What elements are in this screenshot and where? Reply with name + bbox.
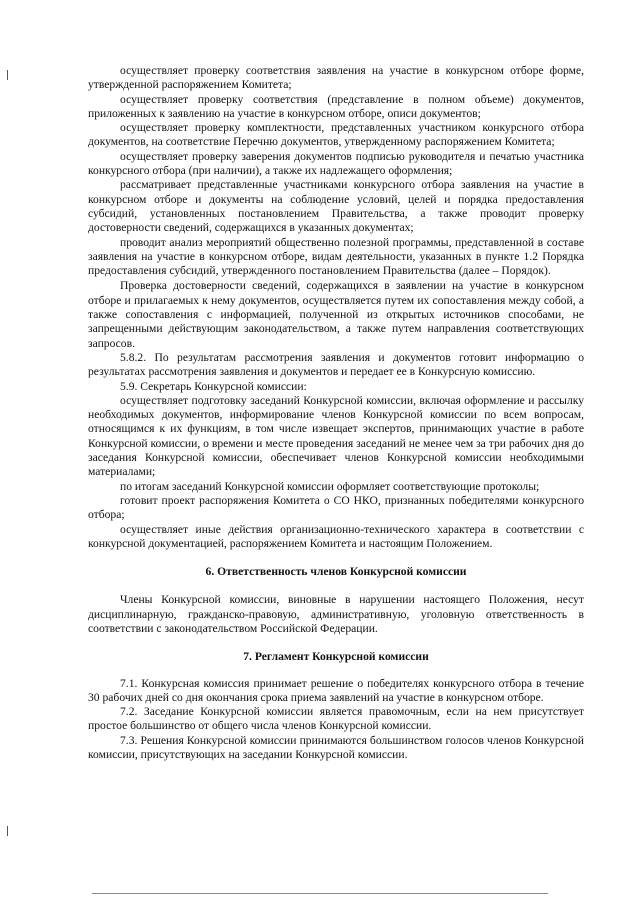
paragraph-5-9: 5.9. Секретарь Конкурсной комиссии: — [120, 379, 307, 393]
paragraph-review-applications: рассматривает представленные участниками конкурсного отбора заявления на участие в конкурсном отборе и документы на соблюдение условий, целей и порядка предоставления субсидий, установленных постановлением Правительства, а также проводит проверку достоверности сведений, содержащихся в указанных документах; — [88, 178, 584, 235]
paragraph-verification: Проверка достоверности сведений, содержащихся в заявлении на участие в конкурсном отборе и прилагаемых к нему документов, осуществляется путем их сопоставления между собой, а также сопоставления с информацией, полученной из открытых источников способами, не запрещенными действующим законодательством, а также путем направления соответствующих запросов. — [88, 279, 584, 350]
paragraph-draft-order: готовит проект распоряжения Комитета о СО НКО, признанных победителями конкурсного отбора; — [88, 493, 584, 522]
section-6-heading: 6. Ответственность членов Конкурсной комиссии — [205, 565, 467, 579]
page-bottom-rule — [92, 893, 548, 894]
scan-mark-top — [7, 70, 8, 80]
scan-mark-bottom — [7, 826, 8, 836]
paragraph-completeness-check: осуществляет проверку комплектности, представленных участником конкурсного отбора документов, на соответствие Перечню документов, утвержденному распоряжением Комитета; — [88, 121, 584, 149]
paragraph-other-actions: осуществляет иные действия организационно-технического характера в соответствии с конкурсной документацией, распоряжением Комитета и настоящим Положением. — [88, 522, 584, 550]
section-6-paragraph: Члены Конкурсной комиссии, виновные в нарушении настоящего Положения, несут дисциплинарную, гражданско-правовую, административную, уголовную ответственность в соответствии с законодательством Российской Федерации. — [88, 593, 584, 635]
paragraph-7-1: 7.1. Конкурсная комиссия принимает решение о победителях конкурсного отбора в течение 30 рабочих дней со дня окончания срока приема заявлений на участие в конкурсном отборе. — [88, 676, 584, 704]
section-7-heading: 7. Регламент Конкурсной комиссии — [243, 650, 429, 664]
paragraph-5-8-2: 5.8.2. По результатам рассмотрения заявления и документов готовит информацию о результатах рассмотрения заявления и документов и передает ее в Конкурсную комиссию. — [88, 350, 584, 379]
paragraph-secretary-duties: осуществляет подготовку заседаний Конкурсной комиссии, включая оформление и рассылку необходимых документов, информирование членов Конкурсной комиссии по всем вопросам, относящимся к их функциям, в том числе извещает экспертов, принимающих участие в работе Конкурсной комиссии, о времени и месте проведения заседаний не менее чем за три рабочих дня до заседания Конкурсной комиссии, обеспечивает членов Конкурсной комиссии необходимыми материалами; — [88, 393, 584, 479]
paragraph-form-check: осуществляет проверку соответствия заявления на участие в конкурсном отборе форме, утвержденной распоряжением Комитета; — [88, 64, 584, 92]
document-page — [88, 64, 584, 762]
paragraph-7-2: 7.2. Заседание Конкурсной комиссии является правомочным, если на нем присутствует простое большинство от общего числа членов Конкурсной комиссии. — [88, 705, 584, 733]
paragraph-program-analysis: проводит анализ мероприятий общественно полезной программы, представленной в составе заявления на участие в конкурсном отборе, видам деятельности, указанных в пункте 1.2 Порядка предоставления субсидий, утвержденного постановлением Правительства (далее – Порядок). — [88, 235, 584, 278]
paragraph-protocols: по итогам заседаний Конкурсной комиссии оформляет соответствующие протоколы; — [120, 479, 540, 493]
paragraph-7-3: 7.3. Решения Конкурсной комиссии принимаются большинством голосов членов Конкурсной комиссии, присутствующих на заседании Конкурсной комиссии. — [88, 733, 584, 762]
paragraph-signature-check: осуществляет проверку заверения документов подписью руководителя и печатью участника конкурсного отбора (при наличии), а также их надлежащего оформления; — [88, 149, 584, 178]
paragraph-attachments-check: осуществляет проверку соответствия (представление в полном объеме) документов, приложенных к заявлению на участие в конкурсном отборе, описи документов; — [88, 92, 584, 120]
